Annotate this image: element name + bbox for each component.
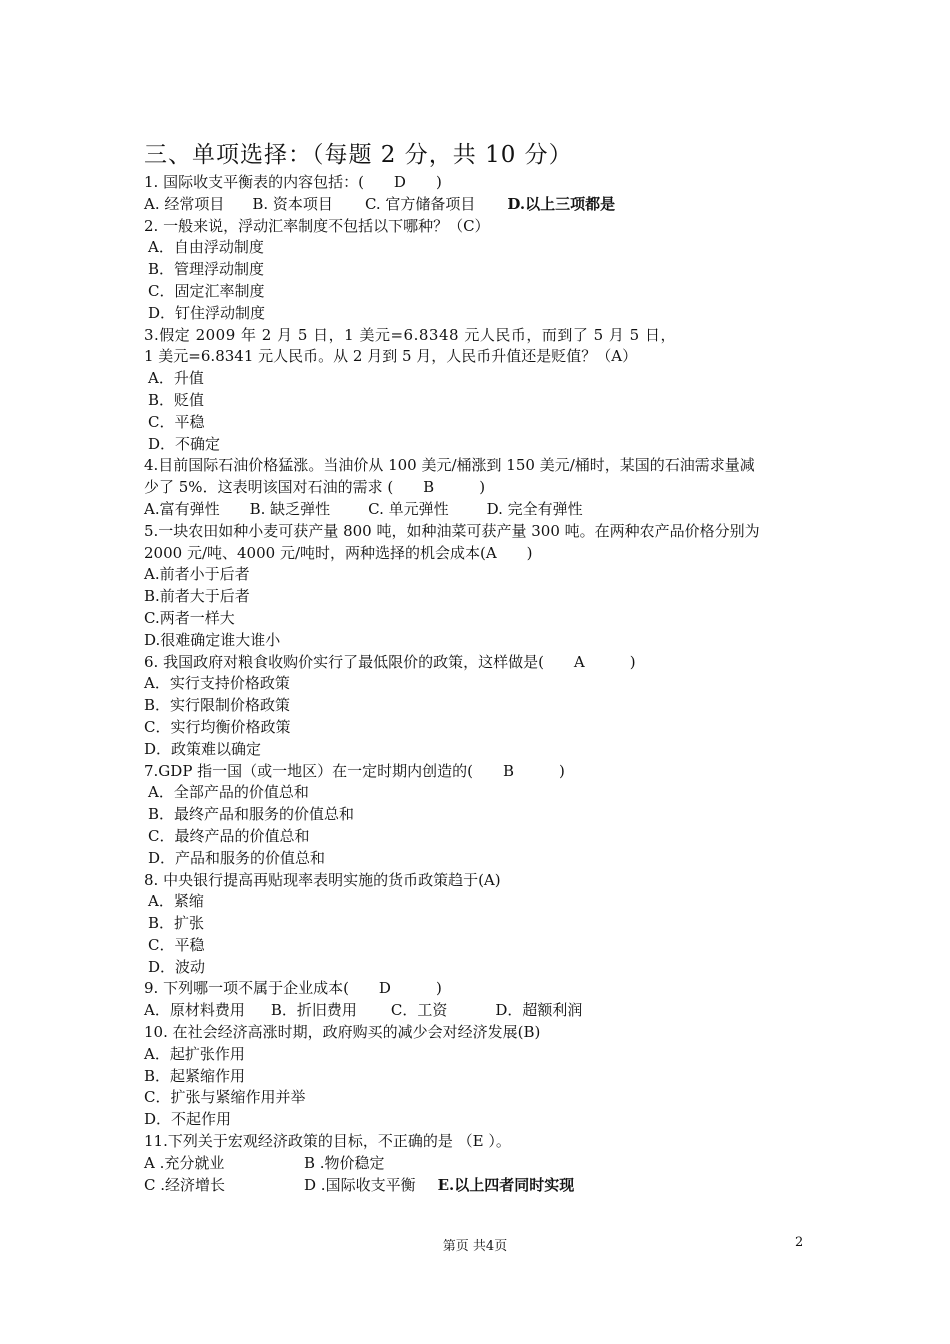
question-stem: 2. 一般来说，浮动汇率制度不包括以下哪种？（C） [144, 216, 490, 235]
option: C.两者一样大 [144, 608, 235, 627]
page-number: 2 [795, 1235, 804, 1250]
option: A .充分就业 [144, 1153, 225, 1172]
question-stem: 1 美元=6.8341 元人民币。从 2 月到 5 月，人民币升值还是贬值？（A） [144, 347, 638, 366]
option: B. 资本项目 [252, 194, 333, 213]
question-stem: 3.假定 2009 年 2 月 5 日，1 美元=6.8348 元人民币，而到了 5 月 5 日， [144, 325, 676, 344]
option: B.前者大于后者 [144, 587, 250, 606]
option: D.以上三项都是 [507, 194, 616, 213]
option: C．最终产品的价值总和 [148, 826, 310, 845]
option-row [144, 194, 814, 216]
option: D．超额利润 [495, 1001, 583, 1020]
option: E.以上四者同时实现 [437, 1175, 575, 1194]
question-stem: 10. 在社会经济高涨时期，政府购买的减少会对经济发展(B) [144, 1023, 541, 1042]
option: B．折旧费用 [270, 1001, 357, 1020]
option: B．扩张 [148, 914, 205, 933]
footer-page-label: 第页 共4页 [442, 1239, 508, 1254]
question-stem: 7.GDP 指一国（或一地区）在一定时期内创造的( B ) [144, 761, 565, 780]
question-stem: 11.下列关于宏观经济政策的目标，不正确的是 （E ）。 [144, 1132, 511, 1151]
question-stem: 2000 元/吨、4000 元/吨时，两种选择的机会成本(A ) [144, 543, 533, 562]
option: C. 官方储备项目 [364, 194, 476, 213]
question-stem: 8. 中央银行提高再贴现率表明实施的货币政策趋于(A) [144, 870, 501, 889]
option: A．自由浮动制度 [148, 238, 264, 257]
option: C. 单元弹性 [368, 499, 449, 518]
option-row [144, 1153, 814, 1175]
option: B．起紧缩作用 [144, 1066, 246, 1085]
option: D．政策难以确定 [144, 739, 262, 758]
option: A．原材料费用 [144, 1001, 245, 1020]
question-list [144, 172, 814, 1196]
option: C．扩张与紧缩作用并举 [144, 1088, 306, 1107]
option: B．实行限制价格政策 [144, 696, 291, 715]
option-row [144, 499, 814, 521]
option: A．实行支持价格政策 [144, 674, 290, 693]
option: D .国际收支平衡 [304, 1175, 416, 1194]
option: C .经济增长 [144, 1175, 226, 1194]
option: C．实行均衡价格政策 [144, 717, 291, 736]
question-stem: 6. 我国政府对粮食收购价实行了最低限价的政策，这样做是( A ) [144, 652, 636, 671]
option: C．平稳 [148, 935, 205, 954]
option: B. 缺乏弹性 [249, 499, 331, 518]
option: A.富有弹性 [144, 499, 220, 518]
option: D. 完全有弹性 [486, 499, 583, 518]
option-row [144, 1175, 814, 1197]
option: D．产品和服务的价值总和 [148, 848, 326, 867]
option: A．全部产品的价值总和 [148, 783, 309, 802]
option: A．升值 [148, 369, 204, 388]
option: D.很难确定谁大谁小 [144, 630, 281, 649]
option: B．管理浮动制度 [148, 260, 265, 279]
option: C．平稳 [148, 412, 205, 431]
question-stem: 1. 国际收支平衡表的内容包括：( D ) [144, 173, 442, 191]
option: D．波动 [148, 957, 206, 976]
option: B．最终产品和服务的价值总和 [148, 805, 355, 824]
option: D．不确定 [148, 434, 221, 453]
option-row [144, 1000, 814, 1022]
option: A. 经常项目 [144, 194, 225, 213]
option: B．贬值 [148, 390, 205, 409]
option: A．起扩张作用 [144, 1044, 245, 1063]
question-stem: 5.一块农田如种小麦可获产量 800 吨，如种油菜可获产量 300 吨。在两种农产品价格分别为 [144, 521, 760, 540]
option: C．工资 [390, 1001, 448, 1020]
option: A.前者小于后者 [144, 565, 250, 584]
option: D．不起作用 [144, 1110, 232, 1129]
question-stem: 9. 下列哪一项不属于企业成本( D ) [144, 979, 442, 998]
option: C．固定汇率制度 [148, 281, 265, 300]
option: D．钉住浮动制度 [148, 303, 266, 322]
section-title: 三、单项选择：（每题 2 分，共 10 分） [144, 142, 573, 168]
question-stem: 4.目前国际石油价格猛涨。当油价从 100 美元/桶涨到 150 美元/桶时，某国的石油需求量减 [144, 456, 755, 475]
option: A．紧缩 [148, 892, 204, 911]
question-stem: 少了 5%．这表明该国对石油的需求 ( B ) [144, 478, 486, 497]
option: B .物价稳定 [304, 1153, 385, 1172]
